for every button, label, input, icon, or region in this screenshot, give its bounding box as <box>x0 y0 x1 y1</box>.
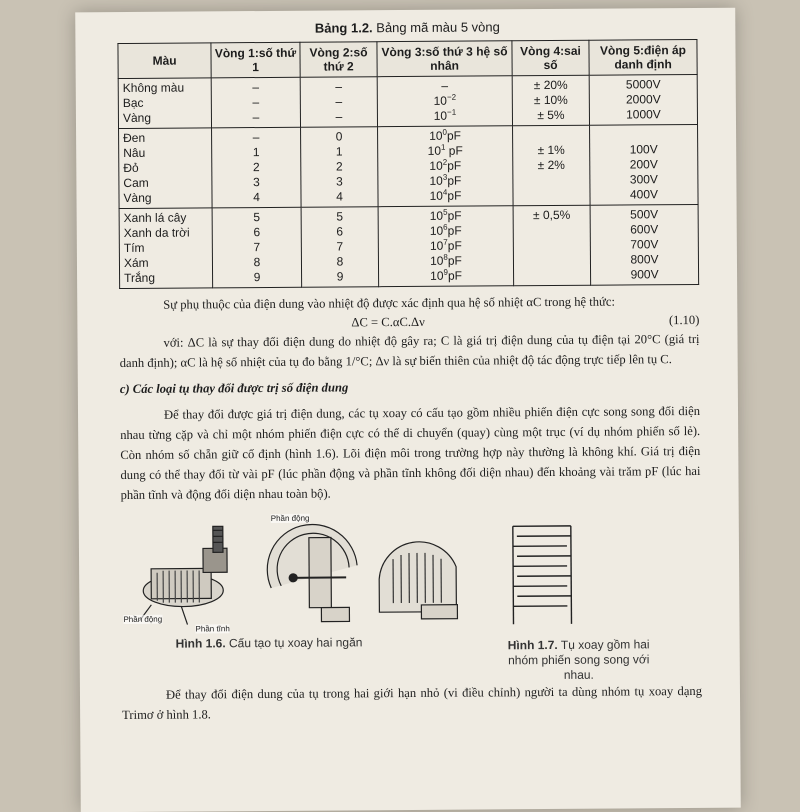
table-cell-color-name <box>119 208 213 289</box>
ring-3-multiplier: – <box>382 78 508 94</box>
ring-3-multiplier: $10^2pF$ <box>382 158 508 174</box>
book-page <box>75 8 741 812</box>
table-cell-ring-1-value <box>212 207 302 288</box>
ring-3-multiplier: $10^7pF$ <box>383 238 509 254</box>
table-cell-color-name <box>119 128 213 209</box>
ring-2-value: – <box>305 94 373 109</box>
ring-5-voltage: 400V <box>594 187 693 203</box>
ring-2-value: 0 <box>305 129 373 144</box>
ring-4-tolerance <box>517 173 585 188</box>
table-cell-ring-2-value <box>301 207 379 288</box>
ring-5-voltage: 300V <box>594 172 693 188</box>
ring-2-value: 9 <box>306 269 374 284</box>
color-name: Nâu <box>123 145 207 161</box>
color-name: Đỏ <box>123 160 207 176</box>
table-row-group-2 <box>119 124 699 208</box>
figure-1-6-illustration <box>121 505 702 639</box>
ring-3-multiplier: $10^{-2}$ <box>382 93 508 109</box>
ring-2-value: 4 <box>305 189 373 204</box>
color-name: Đen <box>123 130 207 146</box>
ring-3-multiplier: $10^1$ pF <box>382 143 508 159</box>
formula-expression: ΔC = C.αC.Δν <box>351 313 425 332</box>
ring-1-value: – <box>216 95 296 111</box>
ring-3-multiplier: $10^{-1}$ <box>382 108 508 124</box>
ring-5-voltage: 2000V <box>594 92 693 108</box>
ring-2-value: 8 <box>306 254 374 269</box>
ring-2-value: 7 <box>306 239 374 254</box>
ring-2-value: 3 <box>305 174 373 189</box>
ring-4-tolerance <box>517 128 585 143</box>
ring-5-voltage: 800V <box>595 252 694 268</box>
label-fixed-part: Phần tĩnh <box>195 624 229 633</box>
header-color: Màu <box>118 43 211 79</box>
color-name: Xanh da trời <box>124 225 208 241</box>
ring-4-tolerance: ± 20% <box>517 78 585 93</box>
formula-number: (1.10) <box>669 311 700 329</box>
paragraph-variable-capacitor: Để thay đổi được giá trị điện dung, các tụ xoay có cấu tạo gồm nhiều phiến điện cực song song đối diện nhau từng cặp và chỉ một nhóm phiến điện cực có thể di chuyển (quay) cùng một trục (ví dụ nhóm phiến số lẻ). Còn nhóm số chẵn giữ cố định (hình 1.6). Lõi điện môi trong trường hợp này thường là không khí. Giá trị điện dung có thể thay đổi từ vài pF (lúc phần động và phần tĩnh không đối diện nhau) đến khoảng vài trăm pF (lúc hai phần tĩnh và động đối diện nhau toàn bộ). <box>120 401 701 505</box>
ring-5-voltage <box>594 127 693 143</box>
table-header-row <box>118 39 697 78</box>
ring-1-value: – <box>216 110 296 126</box>
ring-5-voltage: 1000V <box>594 107 693 123</box>
table-cell-ring-3-multiplier <box>378 126 514 207</box>
color-name: Trắng <box>124 270 208 286</box>
paragraph-trimmer: Để thay đổi điện dung của tụ trong hai giới hạn nhỏ (vi điều chỉnh) người ta dùng nhóm tụ xoay dạng Trimơ ở hình 1.8. <box>122 681 702 725</box>
header-ring-5: Vòng 5:điện áp danh định <box>589 39 697 75</box>
ring-2-value: – <box>305 79 373 94</box>
ring-1-value: 7 <box>217 240 297 256</box>
label-moving-part-top: Phần động <box>271 514 310 523</box>
table-cell-ring-1-value <box>211 77 300 128</box>
table-cell-ring-5-voltage <box>590 124 699 205</box>
ring-4-tolerance <box>518 238 586 253</box>
table-cell-ring-5-voltage <box>589 74 697 125</box>
ring-3-multiplier: $10^0pF$ <box>382 128 508 144</box>
ring-3-multiplier: $10^3pF$ <box>382 173 508 189</box>
ring-5-voltage: 100V <box>594 142 693 158</box>
color-code-table <box>117 39 699 289</box>
ring-1-value: 4 <box>216 190 296 206</box>
body-text-bottom <box>122 681 702 725</box>
color-name: Xám <box>124 255 208 271</box>
ring-1-value: 3 <box>216 175 296 191</box>
page-content <box>117 8 702 725</box>
ring-4-tolerance: ± 1% <box>517 143 585 158</box>
table-cell-ring-3-multiplier <box>377 76 512 127</box>
color-name: Tím <box>124 240 208 256</box>
ring-4-tolerance: ± 2% <box>517 158 585 173</box>
ring-5-voltage: 900V <box>595 267 694 283</box>
header-ring-1: Vòng 1:số thứ 1 <box>211 42 300 78</box>
color-name: Vàng <box>123 190 207 206</box>
ring-1-value: 5 <box>217 210 297 226</box>
table-cell-ring-2-value <box>300 77 377 128</box>
table-cell-ring-4-tolerance <box>512 75 589 126</box>
ring-4-tolerance: ± 5% <box>517 108 585 123</box>
ring-5-voltage: 700V <box>595 237 694 253</box>
ring-2-value: 1 <box>305 144 373 159</box>
ring-1-value: 8 <box>217 255 297 271</box>
header-ring-2: Vòng 2:số thứ 2 <box>300 42 377 78</box>
ring-2-value: 6 <box>306 224 374 239</box>
ring-4-tolerance <box>518 268 586 283</box>
paragraph-definitions: với: ΔC là sự thay đổi điện dung do nhiệt độ gây ra; C là giá trị điện dung của tụ điện tại 20°C (giá trị danh định); αC là hệ số nhiệt của tụ đo bằng 1/°C; Δν là sự biến thiên của nhiệt độ tác động trực tiếp lên tụ C. <box>119 329 699 373</box>
ring-3-multiplier: $10^6pF$ <box>383 223 509 239</box>
table-cell-color-name <box>118 78 211 129</box>
table-cell-ring-4-tolerance <box>513 205 591 286</box>
ring-2-value: 5 <box>306 209 374 224</box>
table-row-group-3 <box>119 204 699 288</box>
table-title <box>117 18 697 37</box>
table-number: Bảng 1.2. <box>315 20 373 35</box>
ring-4-tolerance: ± 0,5% <box>518 208 586 223</box>
table-cell-ring-4-tolerance <box>513 125 591 206</box>
ring-2-value: – <box>305 109 373 124</box>
color-name: Không màu <box>123 80 207 96</box>
table-cell-ring-3-multiplier <box>378 206 514 287</box>
ring-5-voltage: 600V <box>595 222 694 238</box>
table-cell-ring-2-value <box>301 127 379 208</box>
section-heading: c) Các loại tụ thay đổi được trị số điện dung <box>120 375 700 399</box>
color-name: Bạc <box>123 95 207 111</box>
ring-1-value: 9 <box>217 270 297 286</box>
ring-3-multiplier: $10^9pF$ <box>383 268 509 284</box>
ring-5-voltage: 5000V <box>594 77 693 93</box>
ring-3-multiplier: $10^4pF$ <box>382 188 508 204</box>
table-row-group-1 <box>118 74 697 128</box>
color-name: Vàng <box>123 110 207 126</box>
figure-1-7-caption: Hình 1.7. Tụ xoay gồm hai nhóm phiến song song với nhau. <box>494 637 664 683</box>
ring-5-voltage: 200V <box>594 157 693 173</box>
ring-4-tolerance <box>517 188 585 203</box>
ring-1-value: – <box>216 130 296 146</box>
ring-5-voltage: 500V <box>595 207 694 223</box>
table-body <box>118 74 698 288</box>
ring-3-multiplier: $10^5pF$ <box>383 208 509 224</box>
table-cell-ring-1-value <box>212 127 302 208</box>
table-cell-ring-5-voltage <box>590 204 699 285</box>
header-ring-3: Vòng 3:số thứ 3 hệ số nhân <box>377 41 512 77</box>
ring-4-tolerance <box>518 253 586 268</box>
ring-4-tolerance: ± 10% <box>517 93 585 108</box>
ring-1-value: 2 <box>216 160 296 176</box>
color-name: Xanh lá cây <box>124 210 208 226</box>
table-caption: Bảng mã màu 5 vòng <box>373 19 500 35</box>
header-ring-4: Vòng 4:sai số <box>512 40 589 76</box>
label-moving-part-left: Phần động <box>123 615 162 624</box>
ring-3-multiplier: $10^8pF$ <box>383 253 509 269</box>
color-name: Cam <box>123 175 207 191</box>
body-text <box>119 291 700 505</box>
figures-area <box>121 505 702 679</box>
ring-1-value: 6 <box>217 225 297 241</box>
figure-1-6-caption: Hình 1.6. Cấu tạo tụ xoay hai ngăn <box>176 635 363 651</box>
ring-2-value: 2 <box>305 159 373 174</box>
ring-1-value: – <box>216 80 296 96</box>
ring-4-tolerance <box>518 223 586 238</box>
ring-1-value: 1 <box>216 145 296 161</box>
paragraph-temp-coefficient: Sự phụ thuộc của điện dung vào nhiệt độ được xác định qua hệ số nhiệt αC trong hệ thức: <box>119 291 699 315</box>
